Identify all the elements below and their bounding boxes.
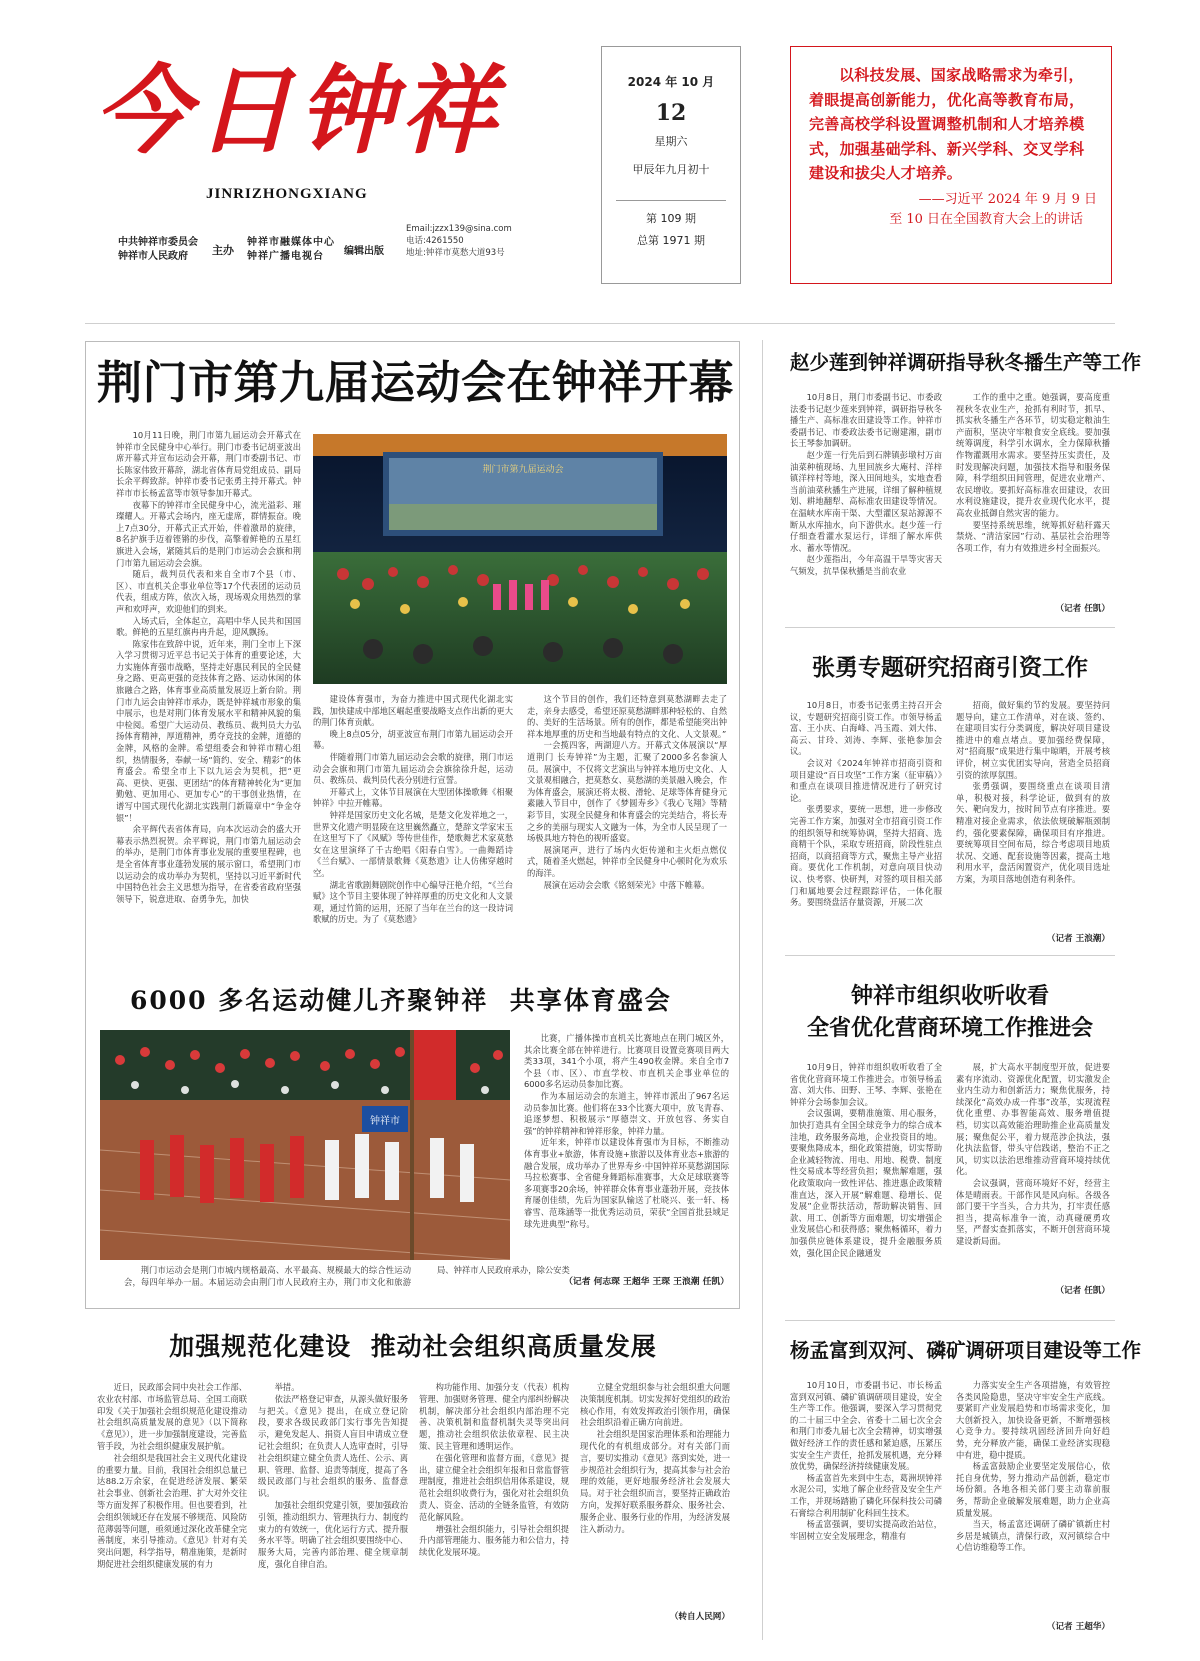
masthead-title: 今日钟祥 (94, 54, 502, 167)
right-article-1-headline: 赵少莲到钟祥调研指导秋冬播生产等工作 (790, 351, 1142, 374)
right-article-1-col-2: 工作的重中之重。她强调，要高度重视秋冬农业生产，抢抓有利时节，抓早、抓实秋冬播生产各环节，切实稳定粮油生产面积，坚决守牢粮食安全底线。要加强统筹调度，科学引水调水，全力保障秋播作物灌溉用水需求。要坚持压实责任，及时发现解决问题，加强技术指导和服务保障，科学组织田间管理，促进农业增产、农民增收。要抓好高标准农田建设，农田水利设施建设，提升农业现代化水平，提高农业抵御自然灾害的能力。 要坚持系统思维，统筹抓好秸秆露天禁烧、“清洁家园”行动、基层社会治理等各项工作，有力有效推进乡村全面振兴。 (956, 392, 1110, 553)
team-sign: 钟祥市 (370, 1116, 400, 1127)
quote-box (790, 46, 1112, 284)
bottom-col-3: 构功能作用、加强分支（代表）机构管理、加强财务管理、健全内部纠纷解决机制，解决部分社会组织内部治理不完善、决策机制和监督机制失灵等突出问题，推动社会组织依法依章程、民主决策、民主管理和透明运作。 在强化管理和监督方面，《意见》提出，建立健全社会组织年报和日常监督管理制度，推进社会组织信用体系建设，规范社会组织收费行为，强化对社会组织负责人、资金、活动的全链条监管，有效防范化解风险。 增强社会组织能力，引导社会组织提升内部管理能力、服务能力和公信力，持续优化发展环境。 (419, 1382, 569, 1558)
right-article-2-byline: （记者 王浪潮） (1046, 934, 1110, 944)
quote-text: 以科技发展、国家战略需求为牵引，着眼提高创新能力，优化高等教育布局，完善高校学科设置调整机制和人才培养模式，加强基础学科、新兴学科、交叉学科建设和拔尖人才培养。 (809, 66, 1085, 182)
right-article-3-byline: （记者 任凯） (1055, 1286, 1110, 1296)
lead-col-2: 建设体育强市，为奋力推进中国式现代化湖北实践，加快建成中部地区崛起重要战略支点作出新的更大的荆门体育贡献。 晚上8点05分，胡亚波宣布荆门市第九届运动会开幕。 伴随着荆门市第九届运动会会歌的旋律，荆门市运动会会旗和荆门市第九届运动会会旗徐徐升起，运动员、教练员、裁判员代表分别进行宣誓。 开幕式上，文体节目展演在大型团体操歌舞《相聚钟祥》中拉开帷幕。 钟祥是国家历史文化名城，是楚文化发祥地之一，世界文化遗产明显陵在这里巍然矗立，楚辞文学家宋玉在这里写下了《风赋》等传世佳作，楚歌舞艺术家莫愁女在这里演绎了千古绝唱《阳春白雪》。一曲舞蹈诗《兰台赋》、一部情景歌舞《莫愁遗》让人仿佛穿越时空。 湖北省歌剧舞剧院创作中心编导汪艳介绍，“《兰台赋》这个节目主要体现了钟祥厚重的历史文化和人文景观，通过竹简的运用，还原了当年在兰台的这一段诗词歌赋的历史。为了《莫愁遗》 (313, 694, 513, 925)
sub-headline: 6000 多名运动健儿齐聚钟祥 共享体育盛会 (130, 986, 672, 1015)
total-issue-number: 总第 1971 期 (637, 234, 705, 247)
quote-source-1: ——习近平 2024 年 9 月 9 日 (918, 191, 1097, 207)
quote-source-2: 至 10 日在全国教育大会上的讲话 (889, 211, 1083, 227)
right-article-4-headline: 杨孟富到双河、磷矿调研项目建设等工作 (790, 1339, 1142, 1362)
email-line: Email:jzzx139@sina.com (406, 224, 512, 234)
contact-block (406, 223, 512, 259)
sponsor-line-1: 中共钟祥市委员会 (118, 237, 198, 248)
masthead-divider (85, 323, 1115, 324)
column-divider (762, 340, 763, 1640)
right-article-2-col-1: 10月8日，市委书记张勇主持召开会议，专题研究招商引资工作。市领导杨孟富、王小庆、白海峰、冯玉霞、刘大伟、高云、甘玲、刘涛、李辉、张艳参加会议。 会议对《2024年钟祥市招商引资和项目建设“百日攻坚”工作方案（征审稿）》和重点在谈项目推进情况进行了研究讨论。 张勇要求，要统一思想，进一步修改完善工作方案，加强对全市招商引资工作的组织领导和统筹协调，坚持大招商、选商精干个队，采取专班招商，阶段性驻点招商，以商招商等方式，聚焦主导产业招商。要优化工作机制，对意向项目快动议、快考察、快研判，对签约项目相关部门和属地要会过程跟踪评估，一体化服务。要围绕盘活存量资源，开展二次 (790, 700, 942, 908)
lead-col-3: 这个节目的创作，我们还特意到莫愁湖畔去走了走，亲身去感受，希望还原莫愁湖畔那种轻松的、自然的、美好的生活场景。所有的创作，都是希望能突出钟祥本地厚重的历史和当地最有特点的文化、人文景观。” 一会揽四客，两湖迎八方。开幕式文体展演以“厚道荆门 长寿钟祥”为主题，汇聚了2000多名参演人员。展演中，不仅将文艺演出与钟祥本地历史文化、人文景观相融合，把莫愁女、莫愁湖的美景融入晚会，作为体育盛会，展演还将太极、滑轮、足球等体育健身元素融入节目中，创作了《梦圆寿乡》《我心飞翔》等精彩节目，实现全民健身和体育盛会的完美结合，将长寿之乡的美丽与现实人文融为一体，为全市人民呈现了一场极具地方特色的视听盛宴。 展演尾声，进行了场内火炬传递和主火炬点燃仪式，随着圣火燃起，钟祥市全民健身中心顿时化为欢乐的海洋。 展演在运动会会歌《铭刻荣光》中落下帷幕。 (527, 694, 727, 890)
right-article-2-col-2: 招商，做好集约节约发展。要坚持问题导向，建立工作清单，对在谈、签约、在建项目实行分类调度，解决好项目建设推进中的难点堵点。要加强经费保障，对“招商服”成果进行集中晾晒，开展考核评价，树立实优团实导向，营造全员招商引资的浓厚氛围。 张勇强调，要围绕重点在谈项目清单，积极对接，科学论证，做到有的放矢、靶向发力，按时间节点有序推进。要精准对接企业需求，依法依规破解瓶颈制约，强化要素保障，确保项目有序推进。要统筹项目空间布局，综合考虑项目地质状况、交通、配套设施等因素，提高土地利用水平，盘活闲置资产，优化项目选址方案，为项目落地创造有利条件。 (956, 700, 1110, 884)
bottom-col-2: 举措。 依法严格登记审查，从源头做好服务与把关。《意见》提出，在成立登记阶段，要求各级民政部门实行事先告知提示，避免发起人、捐资人盲目申请成立登记社会组织；在负责人人选审查时，引导社会组织建立健全负责人选任、公示、离职、管理、监督、追责等制度，提高了各级民政部门与社会组织的服务、监督意识。 加强社会组织党建引领，要加强政治引领，推动组织力、管理执行力、制度约束力的有效统一，优化运行方式、提升服务水平等。明确了社会组织要围绕中心、服务大局，完善内部治理、健全规章制度，强化自律自治。 (258, 1382, 408, 1569)
parade-image (100, 1030, 510, 1260)
address-line: 地址:钟祥市莫愁大道93号 (406, 248, 505, 258)
date-box (601, 46, 741, 284)
sponsor-block (118, 236, 198, 264)
right-article-3-col-1: 10月9日，钟祥市组织收听收看了全省优化营商环境工作推进会。市领导杨孟富、刘大伟、田野、王琴、李辉、张艳在钟祥分会场参加会议。 会议强调，要精准施策、用心服务，加快打造具有全国全球竞争力的综合成本洼地，政务服务高地，企业投资目的地。要聚焦降成本，细化政策措施，切实帮助企业减轻物流、用电、用地、税费、制度性交易成本等经营负担；聚焦解难题，强化政策取向一致性评估、推进惠企政策精准直达，深入开展“解难题、稳增长、促发展”企业帮扶活动，帮助解决销售、回款、用工、创新等方面难题，切实增强企业发展信心和获得感；聚焦畅循环，着力加强供应链体系建设，提升金融服务质效，强化国企民企融通发 (790, 1062, 942, 1258)
date-year-month: 2024 年 10 月 (627, 75, 715, 89)
publisher-block (247, 236, 335, 264)
bottom-headline: 加强规范化建设 推动社会组织高质量发展 (169, 1332, 657, 1361)
bottom-col-1: 近日，民政部会同中央社会工作部、农业农村部、市场监管总局、全国工商联印发《关于加强社会组织规范化建设推动社会组织高质量发展的意见》（以下简称《意见》），进一步加强制度建设，完善监管手段，为社会组织健康发展护航。 社会组织是我国社会主义现代化建设的重要力量。目前，我国社会组织总量已达88.2万余家，在促进经济发展、繁荣社会事业、创新社会治理、扩大对外交往等方面发挥了积极作用。但也要看到，社会组织领域还存在发展不够规范、风险防范薄弱等问题，亟须通过深化改革健全完善制度，来引导推动。《意见》针对有关突出问题，科学指导，精准施策，是新时期促进社会组织健康发展的有力 (97, 1382, 247, 1569)
publisher-line-2: 钟祥广播电视台 (247, 251, 324, 262)
right-article-1-col-1: 10月8日，荆门市委副书记、市委政法委书记赵少莲来到钟祥，调研指导秋冬播生产、高标准农田建设等工作。钟祥市委副书记、市委政法委书记谢建湘，副市长王琴参加调研。 赵少莲一行先后到石牌镇彭墩村万亩油菜种植现场、九里回族乡大庵村、洋梓镇洋梓村等地，深入田间地头，实地查看当前油菜秋播生产进展，详细了解种植规划、耕地翻犁、高标准农田建设等情况。在温峡水库南干渠、大型灌区泵站源源不断从水库抽水，向下游供水。赵少莲一行仔细查看灌水泵运行，详细了解水库供水、蓄水等情况。 赵少莲指出，今年高温干旱等灾害天气频发，抗旱保秋播是当前农业 (790, 392, 942, 576)
sub-caption: 荆门市运动会是荆门市城内规格最高、水平最高、规模最大的综合性运动会，每四年举办一届。本届运动会由荆门市人民政府主办，荆门市文化和旅游局、钟祥市人民政府承办，除公安类 (124, 1265, 570, 1287)
date-day: 12 (655, 100, 687, 126)
right-article-3-col-2: 展，扩大高水平制度型开放，促进要素有序流动、资源优化配置，切实激发企业内生动力和创新活力；聚焦优服务，持续深化“高效办成一件事”改革，实现流程优化重塑、办事智能高效、服务增值提档，切实以高效能治理助推企业高质量发展；聚焦促公平，着力规范涉企执法，强化执法监督，带头守信践诺，整治不正之风，切实以法治思维推动营商环境持续优化。 会议强调，营商环境好不好，经营主体是晴雨表。干部作风是风向标。各级各部门要干字当头，合力共为，打牢责任感担当，提高标准争一流，动真碰硬勇攻坚，严督实查抓落实，不断开创营商环境建设新局面。 (956, 1062, 1110, 1246)
lead-photo (313, 434, 727, 684)
issue-number: 第 109 期 (646, 212, 696, 225)
sponsor-line-2: 钟祥市人民政府 (118, 251, 188, 262)
banner-text: 荆门市第九届运动会 (482, 465, 564, 475)
sub-photo (100, 1030, 510, 1260)
masthead (94, 50, 559, 265)
opening-ceremony-image (313, 434, 727, 684)
right-article-4-byline: （记者 王超华） (1046, 1622, 1110, 1632)
right-article-4-col-2: 力落实安全生产各项措施，有效管控各类风险隐患，坚决守牢安全生产底线。要紧盯产业发展趋势和市场需求变化，加大创新投入，加快设备更新，不断增强核心竞争力。要持续巩固经济回升向好趋势，充分释放产能，确保工业经济实现稳中有进，稳中提质。 杨孟富鼓励企业要坚定发展信心，依托自身优势，努力推动产品创新，稳定市场份额。各地各相关部门要主动靠前服务，帮助企业破解发展难题，助力企业高质量发展。 当天，杨孟富还调研了磷矿镇新庄村乡居是城镇点，清保行政，双河镇综合中心信访维稳等工作。 (956, 1380, 1110, 1553)
bottom-col-4: 立健全党组织参与社会组织重大问题决策制度机制。切实发挥好党组织的政治核心作用，有效发挥政治引领作用，确保社会组织沿着正确方向前进。 社会组织是国家治理体系和治理能力现代化的有机组成部分。对有关部门而言，要切实推动《意见》落到实处，进一步规范社会组织行为，提高其参与社会治理的效能，更好地服务经济社会发展大局。对于社会组织而言，要坚持正确政治方向，发挥好联系服务群众、服务社会、服务企业、服务行业的作用，为经济发展注入新动力。 (580, 1382, 730, 1534)
date-weekday: 星期六 (654, 135, 688, 148)
lead-col-1: 10月11日晚，荆门市第九届运动会开幕式在钟祥市全民健身中心举行。荆门市委书记胡亚波出席开幕式并宣布运动会开幕，荆门市委副书记、市长陈家伟致开幕辞，湖北省体育局党组成员、副局长余平辉致辞。钟祥市委书记张勇主持开幕式。钟祥市市长杨孟富等市领导参加开幕式。 夜幕下的钟祥市全民健身中心，流光溢彩、璀璨耀人。开幕式会场内，座无虚席，群情振奋。晚上7点30分，开幕式正式开始，伴着激昂的旋律，8名护旗手迈着铿锵的步伐，高擎着鲜艳的五星红旗进入会场，紧随其后的是荆门市运动会会旗和荆门市第九届运动会会旗。 随后，裁判员代表和来自全市7个县（市、区）、市直机关企事业单位等17个代表团的运动员代表，组成方阵，依次入场，现场观众用热烈的掌声和欢呼声，欢迎他们的到来。 入场式后，全体起立，高唱中华人民共和国国歌。鲜艳的五星红旗冉冉升起，迎风飘扬。 陈家伟在致辞中说，近年来，荆门全市上下深入学习贯彻习近平总书记关于体育的重要论述，大力实施体育强市战略，坚持走好惠民利民的全民健身之路、更高更强的竞技体育之路、运动休闲的体旅融合之路，体育事业高质量发展迈上新台阶。荆门市九运会由钟祥市承办，既是钟祥城市形象的集中展示，也是对荆门体育发展水平和精神风貌的集中检阅。希望广大运动员、教练员、裁判员大力弘扬体育精神，厚道精神，勇夺竞技的金牌，道德的金牌，风格的金牌。希望组委会和钟祥市精心组织，热情服务，奉献一场“简约、安全、精彩”的体育盛会。希望全市上下以九运会为契机，把“更高、更快、更强、更团结”的体育精神转化为“更加勤勉、更加用心、更加专心”的干事创业热情，在谱写中国式现代化湖北实践荆门新篇章中“争金夺银”！ 余平辉代表省体育局，向本次运动会的盛大开幕表示热烈祝贺。余平辉说，荆门市第九届运动会的举办，是荆门市体育事业发展的重要里程碑，也是全省体育事业蓬勃发展的展示窗口，希望荆门市以运动会的成功举办为契机，坚持以习近平新时代中国特色社会主义思想为指导，在省委省政府坚强领导下，锐意进取、奋勇争先，加快 (116, 430, 301, 904)
date-lunar: 甲辰年九月初十 (632, 163, 710, 176)
publisher-line-1: 钟祥市融媒体中心 (247, 237, 335, 248)
sub-byline: （记者 何志琛 王超华 王琛 王浪潮 任凯） (564, 1277, 729, 1287)
date-divider (616, 200, 726, 201)
right-article-3-headline (790, 980, 1110, 1044)
right-divider-2 (785, 955, 1115, 956)
publisher-role: 编辑出版 (344, 246, 384, 257)
sponsor-role: 主办 (212, 244, 234, 257)
lead-headline: 荆门市第九届运动会在钟祥开幕 (97, 356, 735, 409)
sub-text: 比赛，广播体操市直机关比赛地点在荆门城区外，其余比赛全部在钟祥进行。比赛项目设置竞赛项目两大类33项，341个小项，将产生490枚金牌。来自全市7个县（市、区）、市直学校、市直机关企事业单位的6000多名运动员参加比赛。 作为本届运动会的东道主，钟祥市派出了967名运动员参加比赛。他们将在33个比赛大项中，放飞青春、追逐梦想、积极展示“厚德崇文、开放包容、务实自强”的钟祥精神和钟祥形象，钟祥力量。 近年来，钟祥市以建设体育强市为目标，不断推动体育事业+旅游，体育设施+旅游以及体育业态+旅游的融合发展，成功举办了世界寿乡·中国钟祥环莫愁湖国际马拉松赛事、全省健身舞蹈标准赛事，大众足球联赛等多项赛事20余场，钟祥群众体育事业蓬勃开展，竞技体育屡创佳绩，先后为国家队输送了杜晓兴、张一轩、杨睿雪、范珠涵等一批优秀运动员，荣获“全国首批县域足球先进典型”称号。 (524, 1033, 729, 1229)
right-article-3-headline-line-1: 钟祥市组织收听收看 (850, 983, 1049, 1009)
right-article-1-byline: （记者 任凯） (1055, 604, 1110, 614)
phone-line: 电话:4261550 (406, 236, 464, 246)
right-divider-1 (785, 627, 1115, 628)
masthead-pinyin: JINRIZHONGXIANG (206, 186, 368, 202)
right-article-3-headline-line-2: 全省优化营商环境工作推进会 (806, 1015, 1093, 1041)
right-article-2-headline: 张勇专题研究招商引资工作 (812, 654, 1088, 681)
right-divider-3 (785, 1320, 1115, 1321)
bottom-source: （转自人民网） (669, 1612, 730, 1622)
right-article-4-col-1: 10月10日，市委副书记、市长杨孟富到双河镇、磷矿镇调研项目建设，安全生产等工作。他强调，要深入学习贯彻党的二十届三中全会、省委十二届七次全会和荆门市委九届七次全会精神，切实增强做好经济工作的责任感和紧迫感，压紧压实安全生产责任，抢抓发展机遇，充分释放优势，确保经济持续健康发展。 杨孟富首先来到中生态，葛洲坝钟祥水泥公司，实地了解企业经营及安全生产工作，并现场踏勘了磷化环保科技公司磷石膏综合利用制矿化科回生技术。 杨孟富强调，要切实提高政治站位，牢固树立安全发展理念，精准有 (790, 1380, 942, 1541)
